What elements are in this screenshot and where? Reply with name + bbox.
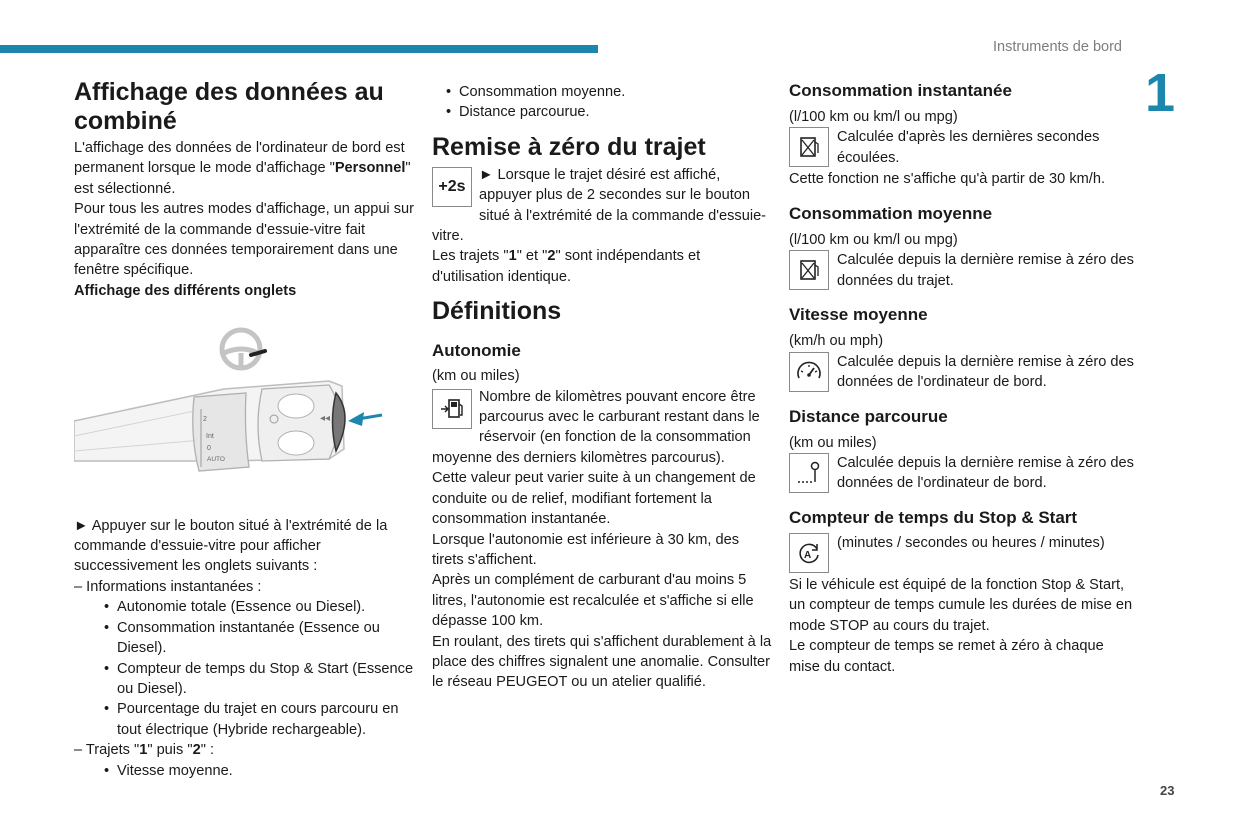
list-item: • Autonomie totale (Essence ou Diesel). (104, 597, 414, 617)
definitions-title: Définitions (432, 297, 562, 326)
svg-text:A: A (804, 550, 812, 562)
stop-text-2: Le compteur de temps se remet à zéro à chaque mise du contact. (789, 638, 1104, 675)
conso-moy-text: Calculée depuis la dernière remise à zéro des données du trajet. (837, 252, 1134, 289)
speedometer-icon (789, 352, 829, 392)
intro-paragraph (74, 138, 414, 199)
conso-moy-title: Consommation moyenne (789, 203, 993, 223)
fuel-consumption-icon (789, 127, 829, 167)
stop-start-icon (789, 533, 829, 573)
illustration-label: Int (206, 433, 214, 441)
vitesse-text: Calculée depuis la dernière remise à zéro des données de l'ordinateur de bord. (837, 353, 1134, 391)
distance-title: Distance parcourue (789, 406, 948, 426)
illustration-label: AUTO (207, 456, 225, 464)
list-item: • Consommation moyenne. (446, 82, 772, 102)
distance-pin-icon (789, 453, 829, 493)
distance-unit: (km ou miles) (789, 434, 877, 451)
vitesse-unit: (km/h ou mph) (789, 333, 884, 350)
conso-inst-note: Cette fonction ne s'affiche qu'à partir de 30 km/h. (789, 171, 1106, 188)
trips-paragraph: Les trajets "1" et "2" sont indépendants et d'utilisation identique. (432, 248, 701, 285)
plus-2s-label: +2s (438, 177, 466, 195)
illustration-label: 2 (203, 416, 207, 424)
column-right (789, 80, 1134, 677)
svg-text:◂◂: ◂◂ (320, 413, 331, 425)
reset-text: ► Lorsque le trajet désiré est affiché, appuyer plus de 2 secondes sur le bouton situé à l'extrémité de la commande d'essuie-vitre. (432, 166, 767, 245)
distance-text: Calculée depuis la dernière remise à zéro des données de l'ordinateur de bord. (837, 455, 1134, 492)
conso-inst-text: Calculée d'après les dernières secondes écoulées. (837, 129, 1100, 166)
intro-text-end: " est sélectionné. (74, 160, 411, 197)
reset-paragraph (432, 165, 772, 247)
stop-text: Si le véhicule est équipé de la fonction Stop & Start, un compteur de temps cumule les durées de mise en mode STOP au cours du trajet. (789, 577, 1133, 634)
autonomie-p4: Après un complément de carburant d'au moins 5 litres, l'autonomie est recalculée et s'affiche si elle dépasse 100 km. (432, 572, 754, 630)
autonomie-title: Autonomie (432, 341, 521, 361)
subhead-onglets: Affichage des différents onglets (74, 282, 297, 299)
intro-bold: Personnel (334, 160, 406, 177)
page-number: 23 (1160, 783, 1175, 798)
conso-inst-unit: (l/100 km ou km/l ou mpg) (789, 109, 958, 125)
autonomie-p3: Lorsque l'autonomie est inférieure à 30 km, des tirets s'affichent. (432, 531, 739, 568)
stop-title: Compteur de temps du Stop & Start (789, 508, 1078, 528)
stop-unit: (minutes / secondes ou heures / minutes) (837, 535, 1105, 552)
header-accent-bar (0, 45, 598, 53)
top-bullets (432, 82, 772, 123)
column-left (74, 78, 414, 781)
conso-moy-unit: (l/100 km ou km/l ou mpg) (789, 231, 958, 248)
list-item: • Distance parcourue. (446, 102, 772, 122)
autonomie-p2: Cette valeur peut varier suite à un changement de conduite ou de relief, modifiant fortement la consommation instantanée. (432, 470, 756, 528)
vitesse-row (789, 352, 1134, 394)
tabs-list (74, 577, 414, 781)
list-item: – Trajets "1" puis "2" : • Vitesse moyenne. (74, 740, 414, 781)
steering-wheel-icon (222, 330, 265, 368)
stop-row (789, 533, 1134, 575)
wiper-stalk-illustration (74, 311, 394, 501)
list-item-label: – Informations instantanées : (74, 578, 262, 595)
autonomie-p5: En roulant, des tirets qui s'affichent durablement à la place des chiffres signalent une anomalie. Consulter le réseau PEUGEOT ou un atelier qualifié. (432, 633, 772, 691)
instruction-text: ► Appuyer sur le bouton situé à l'extrémité de la commande d'essuie-vitre pour afficher successivement les onglets suivants : (74, 517, 388, 575)
vitesse-title: Vitesse moyenne (789, 305, 928, 325)
section-title: Instruments de bord (993, 39, 1122, 55)
plus-2s-icon (432, 167, 472, 207)
distance-row (789, 453, 1134, 495)
list-item: • Pourcentage du trajet en cours parcouru en tout électrique (Hybride rechargeable). (104, 699, 414, 740)
list-item: • Consommation instantanée (Essence ou Diesel). (104, 618, 414, 659)
list-item: • Compteur de temps du Stop & Start (Essence ou Diesel). (104, 659, 414, 700)
autonomie-unit: (km ou miles) (432, 368, 520, 385)
intro-text: L'affichage des données de l'ordinateur de bord est permanent lorsque le mode d'affichage " (74, 140, 405, 177)
conso-moy-row (789, 250, 1134, 292)
intro-paragraph-2: Pour tous les autres modes d'affichage, un appui sur l'extrémité de la commande d'essuie-vitre fait apparaître ces données temporairement dans une fenêtre spécifique. (74, 201, 415, 279)
list-item (74, 577, 414, 740)
list-item: • Vitesse moyenne. (104, 761, 414, 781)
fuel-range-icon (432, 389, 472, 429)
reset-title: Remise à zéro du trajet (432, 132, 706, 161)
page-title: Affichage des données au combiné (74, 78, 384, 135)
conso-inst-title: Consommation instantanée (789, 81, 1012, 100)
column-middle (432, 82, 772, 693)
fuel-consumption-icon (789, 250, 829, 290)
illustration-label: 0 (207, 445, 211, 453)
conso-inst-row (789, 127, 1134, 169)
chapter-number: 1 (1145, 63, 1176, 123)
autonomie-paragraph (432, 387, 772, 469)
autonomie-text: Nombre de kilomètres pouvant encore être parcourus avec le carburant restant dans le réservoir (en fonction de la consommation moyenne des derniers kilomètres parcourus). (432, 388, 760, 466)
